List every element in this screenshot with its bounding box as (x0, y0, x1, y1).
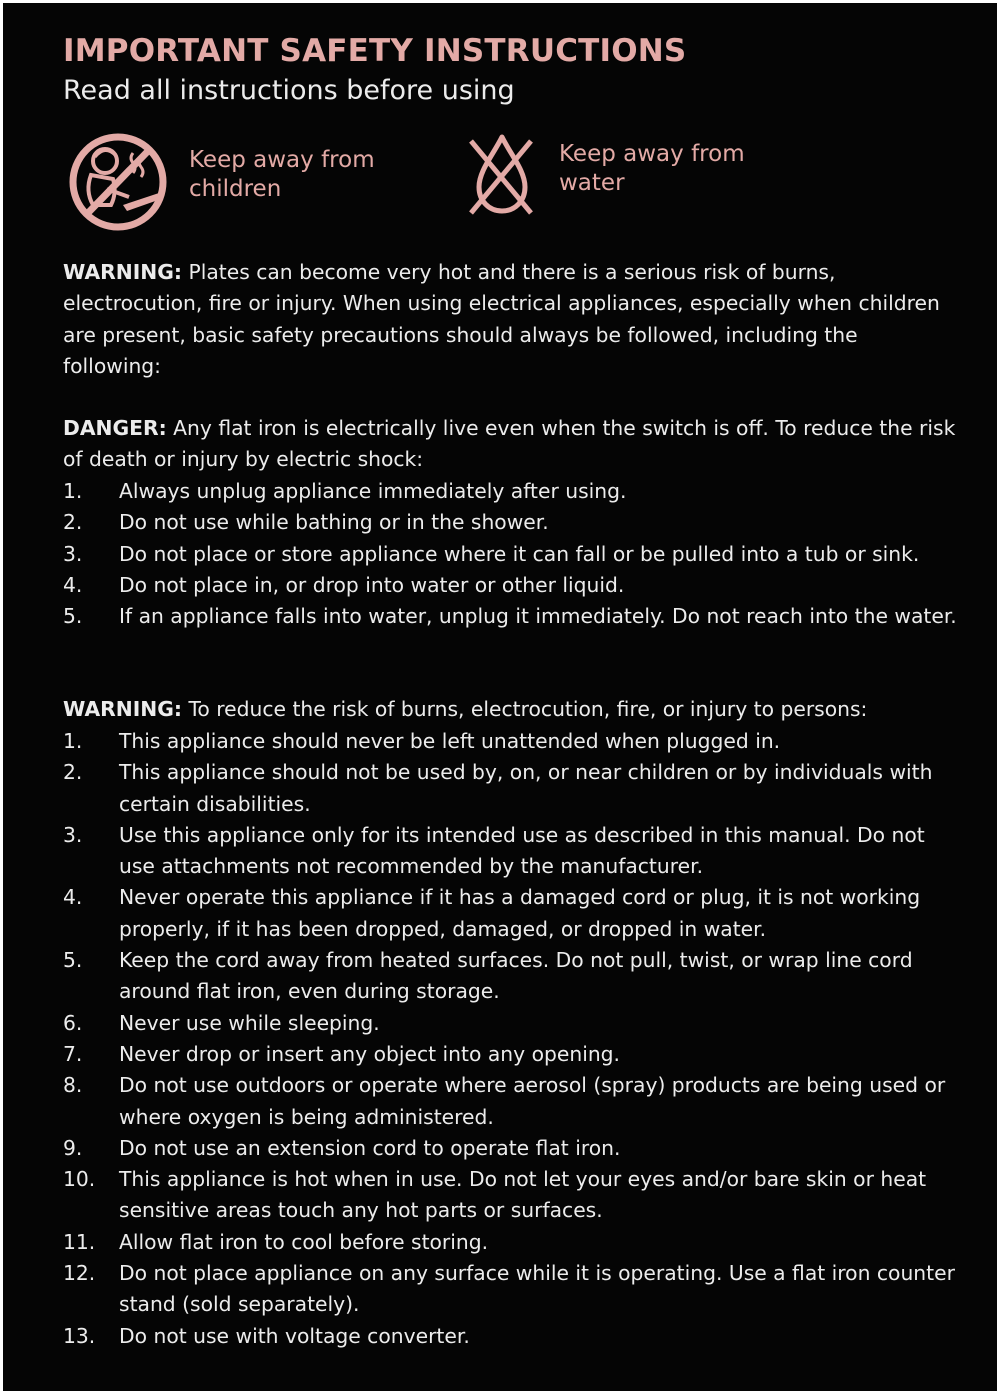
burn-warning-list-item-number: 11. (63, 1229, 96, 1254)
burn-warning-list-item-text: This appliance should never be left unattended when plugged in. (119, 729, 781, 753)
danger-list-item (63, 507, 958, 538)
children-warning-line1: Keep away from (189, 147, 375, 173)
burn-warning-list-item-number: 8. (63, 1073, 83, 1098)
burn-warning-list-item-text: Never drop or insert any object into any opening. (119, 1041, 621, 1066)
danger-list-item-number: 2. (63, 510, 83, 535)
danger-label: DANGER: (63, 416, 167, 440)
no-children-icon (67, 131, 169, 233)
burn-warning-list-item (63, 820, 958, 883)
burn-warning-list-item-text: Do not use with voltage converter. (119, 1323, 470, 1348)
no-water-icon (465, 131, 539, 221)
burn-warning-list-item-text: Do not place appliance on any surface while it is operating. Use a flat iron counter stand (sold separately). (119, 1261, 955, 1317)
burn-warning-text: To reduce the risk of burns, electrocution, fire, or injury to persons: (182, 697, 868, 721)
burn-warning-list-item-text: Use this appliance only for its intended use as described in this manual. Do not use attachments not recommended by the manufacturer. (119, 822, 925, 879)
danger-list-item-text: Always unplug appliance immediately after using. (119, 479, 627, 503)
burn-warning-list-item (63, 1321, 958, 1352)
burn-warning-list-item-text: Do not use an extension cord to operate flat iron. (119, 1135, 621, 1160)
burn-warning-list-item-number: 7. (63, 1041, 83, 1066)
burn-warning-list-item-number: 5. (63, 948, 83, 973)
danger-list-item-text: Do not place or store appliance where it can fall or be pulled into a tub or sink. (119, 541, 920, 566)
burn-warning-list-item-text: This appliance is hot when in use. Do not let your eyes and/or bare skin or heat sensitive areas touch any hot parts or surfaces. (119, 1167, 927, 1223)
burn-warning-list-item (63, 1133, 958, 1164)
danger-list-item-number: 1. (63, 479, 83, 503)
burn-warning-list-item-number: 13. (63, 1323, 96, 1348)
burn-warning-list-item-number: 6. (63, 1010, 83, 1035)
burn-warning-list-item (63, 1164, 958, 1227)
danger-list-item-text: If an appliance falls into water, unplug it immediately. Do not reach into the water. (119, 604, 957, 629)
water-warning-block (465, 131, 745, 221)
burn-warning-list-item-text: Never operate this appliance if it has a damaged cord or plug, it is not working properly, if it has been dropped, damaged, or dropped in water. (119, 885, 921, 941)
burn-warning-list-item-text: Allow flat iron to cool before storing. (119, 1229, 489, 1254)
burn-warning-list-item-text: Do not use outdoors or operate where aerosol (spray) products are being used or where oxygen is being administered. (119, 1073, 946, 1129)
burn-warning-list-item (63, 1039, 958, 1070)
burn-warning-list-item-number: 10. (63, 1167, 96, 1192)
page-subtitle: Read all instructions before using (63, 75, 515, 106)
general-warning-label: WARNING: (63, 260, 183, 284)
burn-warning-list-item-text: Keep the cord away from heated surfaces. Do not pull, twist, or wrap line cord around flat iron, even during storage. (119, 948, 913, 1004)
danger-list-item (63, 570, 958, 601)
burn-warning-list-item (63, 1227, 958, 1258)
burn-warning-list (63, 726, 958, 1352)
burn-warning-list-item-number: 1. (63, 729, 83, 753)
danger-list-item-number: 5. (63, 604, 83, 629)
page-title: IMPORTANT SAFETY INSTRUCTIONS (63, 33, 687, 69)
water-warning-line2: water (559, 170, 625, 196)
burn-warning-label: WARNING: (63, 697, 183, 721)
children-warning-label (189, 146, 375, 204)
burn-warning-list-item (63, 1258, 958, 1321)
burn-warning-paragraph (63, 694, 958, 725)
burn-warning-list-item-number: 4. (63, 885, 83, 910)
danger-list-item (63, 601, 958, 632)
danger-list-item-text: Do not use while bathing or in the shower. (119, 510, 549, 535)
burn-warning-list-item-text: Never use while sleeping. (119, 1010, 380, 1035)
burn-warning-list-item-number: 9. (63, 1135, 83, 1160)
danger-list-item-number: 4. (63, 572, 83, 597)
general-warning-text: Plates can become very hot and there is a serious risk of burns, electrocution, fire or injury. When using electrical appliances, especially when children are present, basic safety precautions should always be followed, including the following: (63, 260, 940, 378)
burn-warning-list-item (63, 945, 958, 1008)
burn-warning-list-item (63, 1008, 958, 1039)
danger-list (63, 476, 958, 632)
burn-warning-list-item (63, 1070, 958, 1133)
danger-list-item (63, 476, 958, 507)
children-warning-line2: children (189, 176, 282, 202)
burn-warning-list-item (63, 882, 958, 945)
burn-warning-list-item (63, 726, 958, 757)
water-warning-label (559, 140, 745, 198)
burn-warning-list-item-number: 12. (63, 1261, 96, 1286)
burn-warning-list-item-number: 2. (63, 760, 83, 785)
danger-list-item-number: 3. (63, 541, 83, 566)
children-warning-block (67, 131, 375, 233)
danger-paragraph (63, 413, 958, 476)
burn-warning-list-item-text: This appliance should not be used by, on, or near children or by individuals with certain disabilities. (119, 760, 933, 816)
safety-instructions-page (3, 3, 997, 1391)
burn-warning-list-item (63, 757, 958, 820)
water-warning-line1: Keep away from (559, 141, 745, 167)
burn-warning-list-item-number: 3. (63, 822, 83, 847)
danger-list-item (63, 539, 958, 570)
general-warning-paragraph (63, 257, 958, 382)
danger-text: Any flat iron is electrically live even when the switch is off. To reduce the risk of death or injury by electric shock: (63, 416, 956, 472)
danger-list-item-text: Do not place in, or drop into water or other liquid. (119, 572, 625, 597)
